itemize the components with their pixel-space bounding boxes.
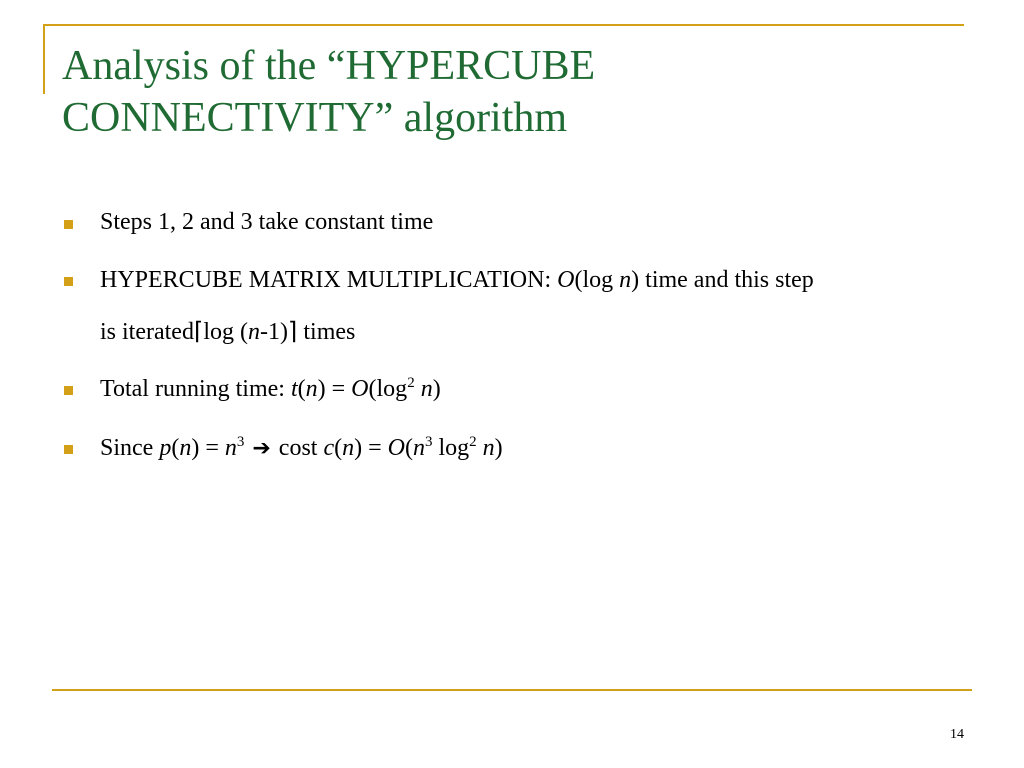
bullet-square-icon xyxy=(64,220,73,229)
bullet-text-running-time: Total running time: $t(n) = O(\log^2$ n) xyxy=(100,375,441,402)
right-arrow-icon: ➔ xyxy=(252,436,271,461)
ceiling-left-symbol: ⌈ xyxy=(193,317,204,345)
bullet-text-cost: Since $p(n) = n^3$ ➔ cost $c(n) = O(n^3$ $\log^2 n$) xyxy=(100,434,503,461)
page-number: 14 xyxy=(950,727,964,742)
bullet-text-steps: Steps 1, 2 and 3 take constant time xyxy=(100,209,434,235)
slide-title-line-2: CONNECTIVITY” algorithm xyxy=(62,95,568,141)
bullet-text-matrix-line-2: is iterated⌈log (n-1)⌉ times xyxy=(100,317,356,345)
bullet-text-matrix-line-1: HYPERCUBE MATRIX MULTIPLICATION: O(log n) time and this step xyxy=(100,267,814,293)
bullet-square-icon xyxy=(64,386,73,395)
footer-rule xyxy=(52,689,972,691)
ceiling-right-symbol: ⌉ xyxy=(288,317,298,345)
slide-title-line-1: Analysis of the “HYPERCUBE xyxy=(62,43,596,89)
bullet-square-icon xyxy=(64,277,73,286)
bullet-square-icon xyxy=(64,445,73,454)
